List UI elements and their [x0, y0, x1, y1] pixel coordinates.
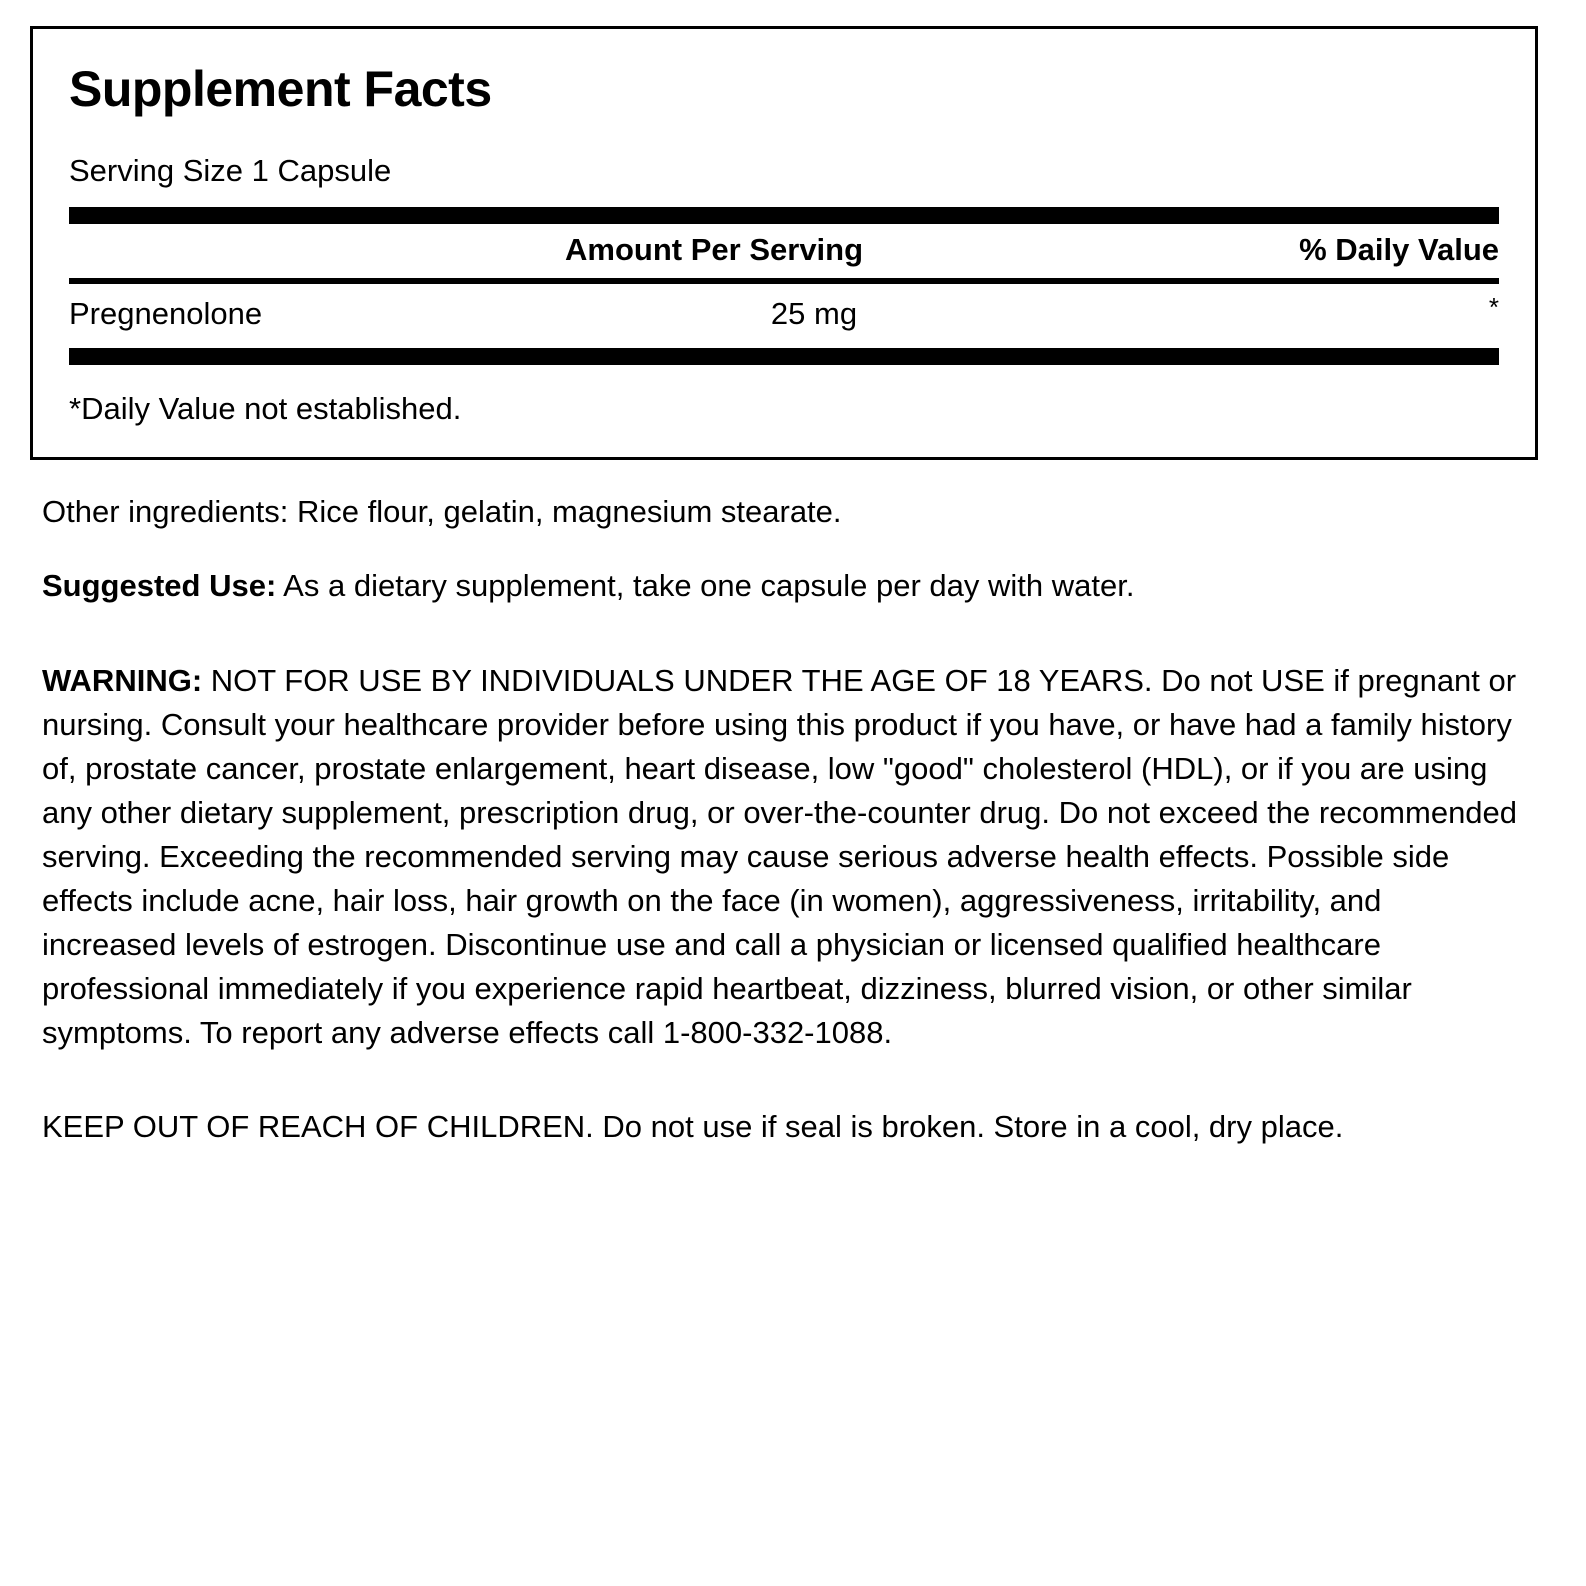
panel-top-rule: [69, 207, 1499, 224]
table-row: [69, 284, 1499, 348]
column-header-amount: Amount Per Serving: [565, 231, 864, 267]
panel-column-headers: [69, 224, 1499, 278]
serving-size-text: Serving Size 1 Capsule: [69, 152, 392, 188]
column-header-daily-value: % Daily Value: [1299, 231, 1499, 267]
suggested-use-text: As a dietary supplement, take one capsule per day with water.: [276, 567, 1135, 603]
panel-title: Supplement Facts: [69, 61, 492, 117]
warning-text: NOT FOR USE BY INDIVIDUALS UNDER THE AGE OF 18 YEARS. Do not USE if pregnant or nursing. Consult your healthcare provider before using this product if you have, or have had a family history of, prostate cancer, prostate enlargement, heart disease, low "good" cholesterol (HDL), or if you are using any other dietary supplement, prescription drug, or over-the-counter drug. Do not exceed the recommended serving. Exceeding the recommended serving may cause serious adverse health effects. Possible side effects include acne, hair loss, hair growth on the face (in women), aggressiveness, irritability, and increased levels of estrogen. Discontinue use and call a physician or licensed qualified healthcare professional immediately if you experience rapid heartbeat, dizziness, blurred vision, or other similar symptoms. To report any adverse effects call 1-800-332-1088.: [42, 663, 1518, 1051]
panel-footnote: *Daily Value not established.: [69, 390, 462, 426]
supplement-facts-panel: [30, 26, 1538, 460]
suggested-use-label: Suggested Use:: [42, 567, 277, 603]
other-ingredients-text: Other ingredients: Rice flour, gelatin, magnesium stearate.: [42, 493, 842, 529]
panel-bottom-rule: [69, 348, 1499, 365]
warning-label: WARNING:: [42, 663, 203, 699]
nutrient-name: Pregnenolone: [69, 295, 263, 331]
warning-paragraph: [42, 659, 1522, 1055]
nutrient-daily-value: *: [1488, 291, 1499, 322]
nutrient-amount: 25 mg: [770, 295, 858, 331]
suggested-use-paragraph: [42, 564, 1522, 607]
keep-out-of-reach-text: KEEP OUT OF REACH OF CHILDREN. Do not use if seal is broken. Store in a cool, dry place.: [42, 1109, 1344, 1145]
label-body-copy: [30, 490, 1556, 1150]
